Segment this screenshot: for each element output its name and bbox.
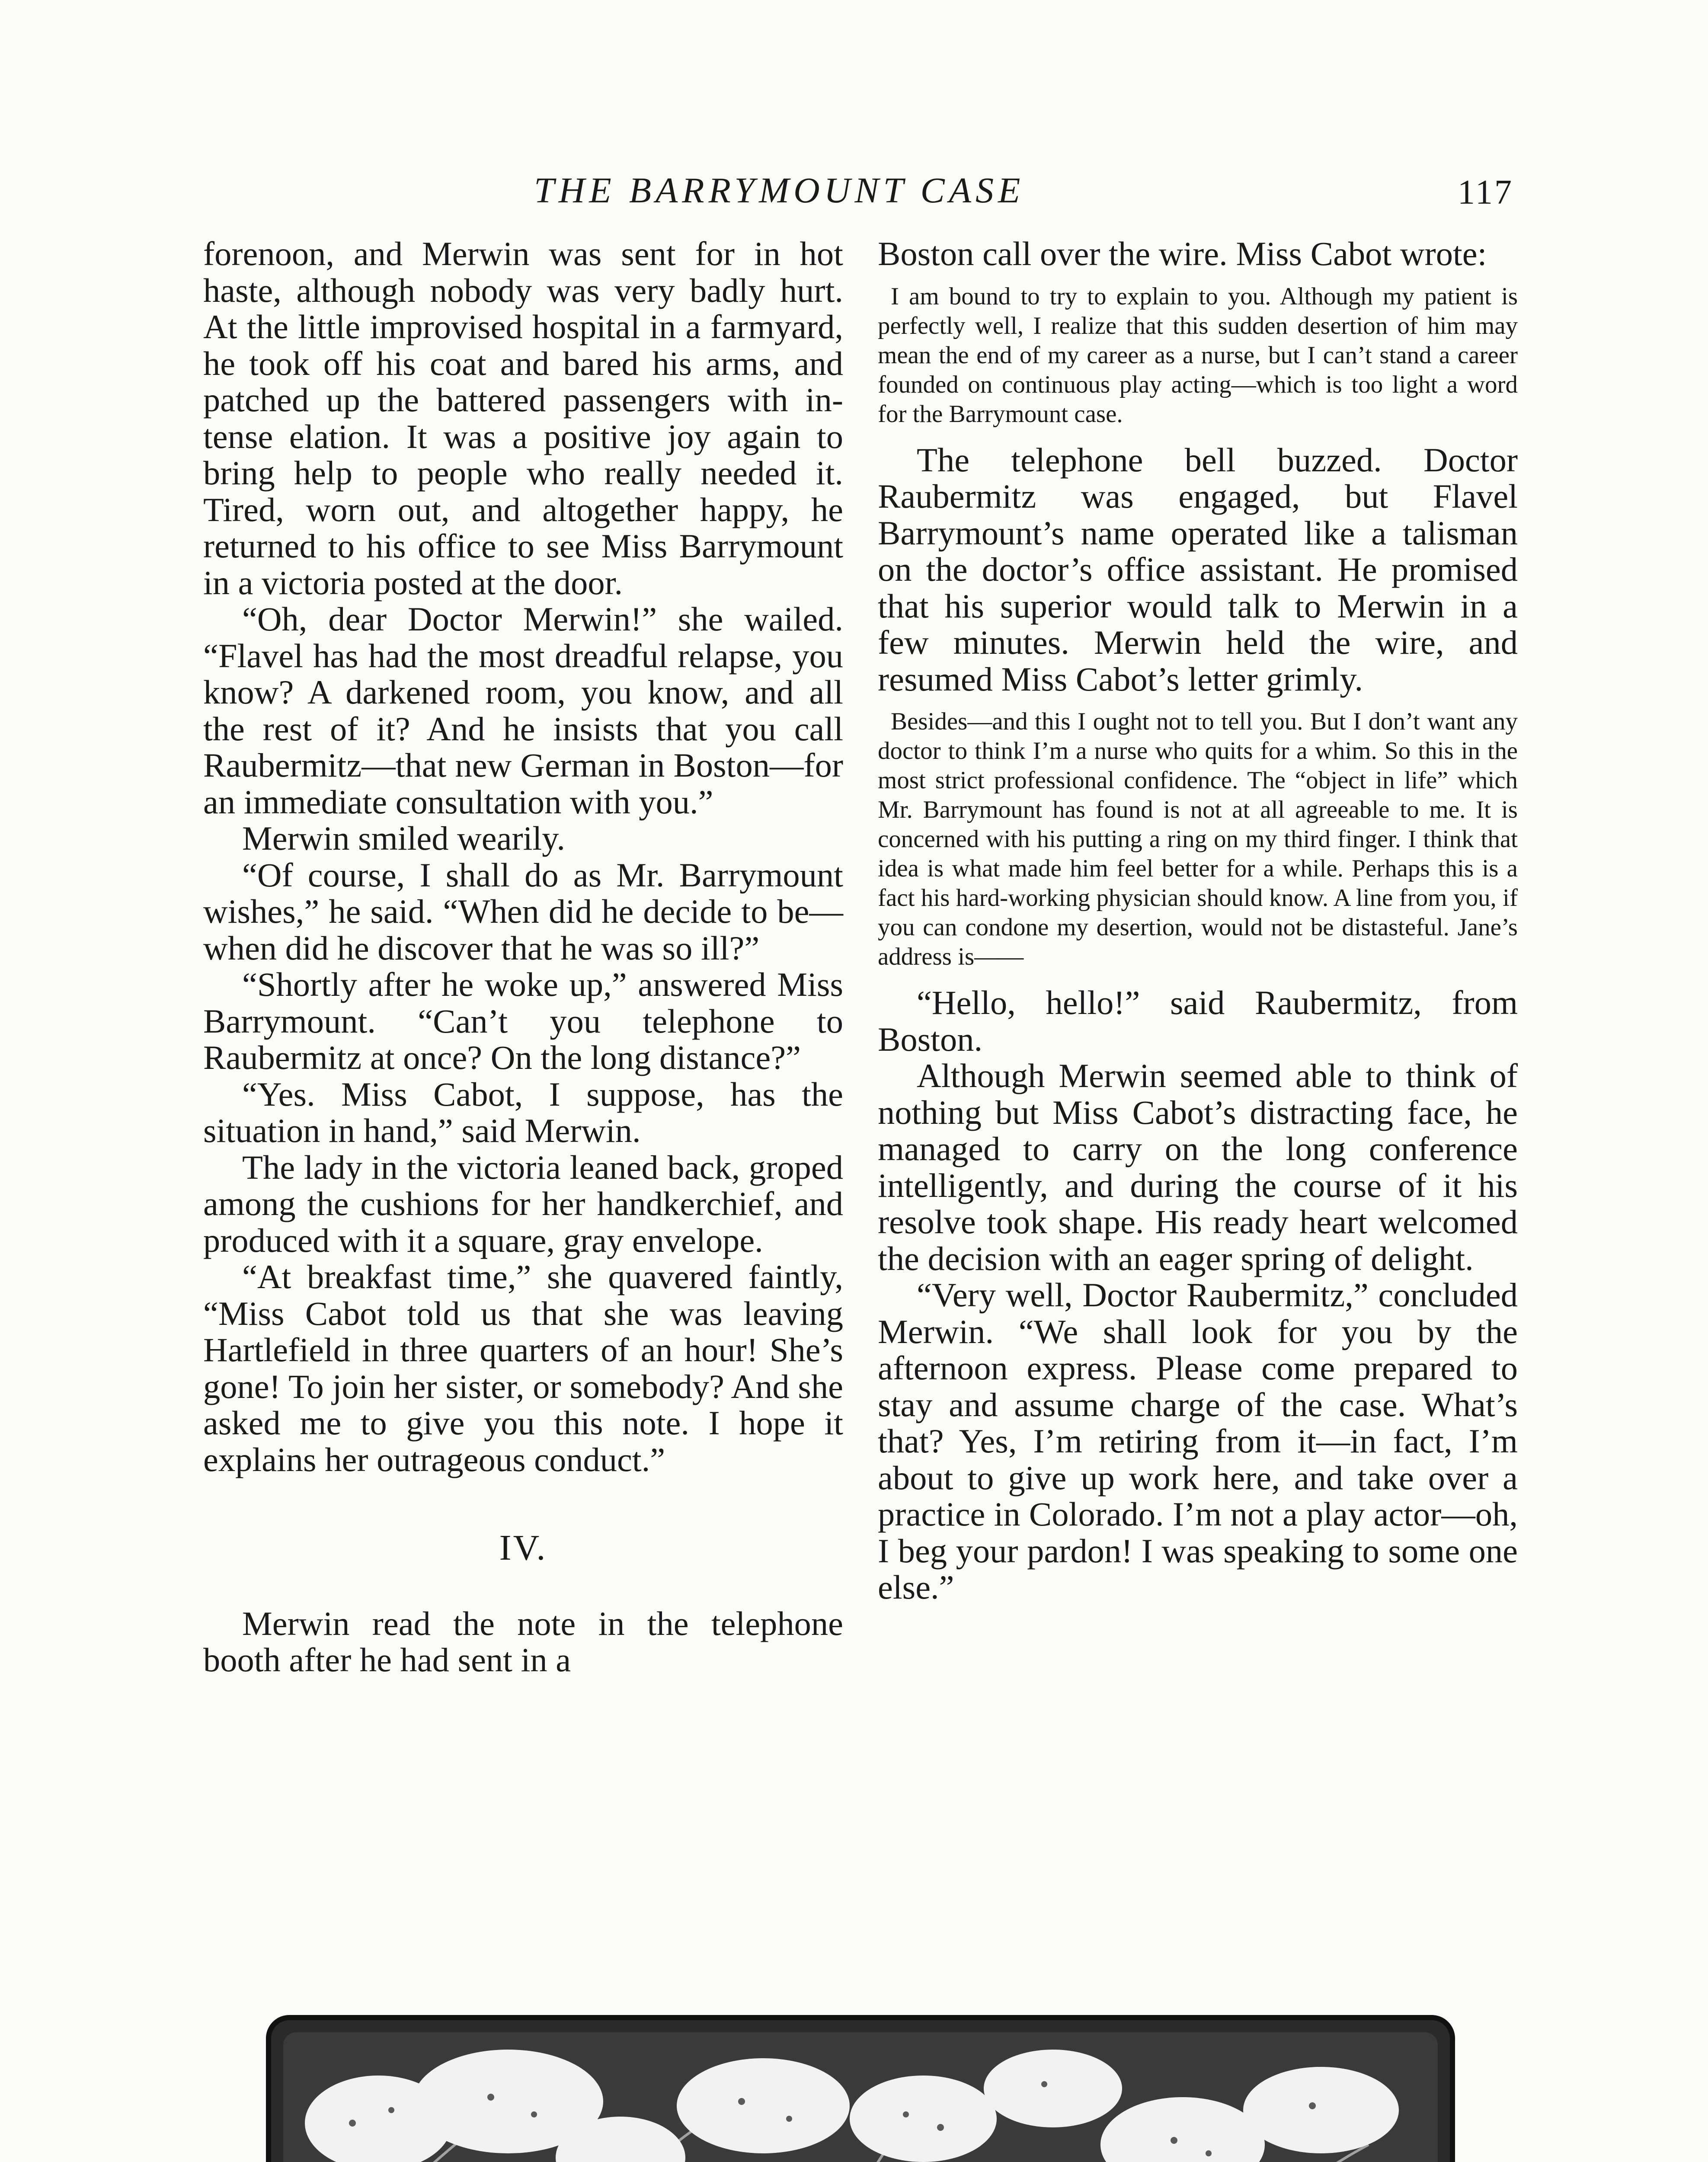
paragraph: The telephone bell buzzed. Doctor Raubermitz was engaged, but Flavel Barrymount’s name operated like a talisman on the doctor’s office assistant. He promised that his superior would talk to Merwin in a few minutes. Merwin held the wire, and resumed Miss Cabot’s letter grimly.	[878, 441, 1518, 698]
paragraph: The lady in the victoria leaned back, groped among the cushions for her handkerchief, and produced with it a square, gray envelope.	[203, 1148, 843, 1259]
paragraph: Although Merwin seemed able to think of nothing but Miss Cabot’s distracting face, he managed to carry on the long conference intelligently, and during the course of it his resolve took shape. His ready heart welcomed the decision with an eager spring of delight.	[878, 1057, 1518, 1277]
section-heading: IV.	[499, 1528, 547, 1568]
right-column	[878, 236, 1518, 1606]
paragraph: “Of course, I shall do as Mr. Barrymount wishes,” he said. “When did he decide to be—when did he discover that he was so ill?”	[203, 856, 843, 967]
paragraph: Boston call over the wire. Miss Cabot wrote:	[878, 235, 1487, 272]
paragraph: “Hello, hello!” said Raubermitz, from Boston.	[878, 984, 1518, 1058]
flower-illustration	[266, 2015, 1455, 2162]
paragraph: “At breakfast time,” she quavered faintly, “Miss Cabot told us that she was leaving Hartlefield in three quarters of an hour! She’s gone! To join her sister, or somebody? And she asked me to give you this note. I hope it explains her outrageous conduct.”	[203, 1258, 843, 1478]
paragraph: “Yes. Miss Cabot, I suppose, has the situation in hand,” said Merwin.	[203, 1075, 843, 1149]
paragraph: “Oh, dear Doctor Merwin!” she wailed. “Flavel has had the most dreadful relapse, you know? A darkened room, you know, and all the rest of it? And he insists that you call Raubermitz—that new German in Boston—for an immediate consultation with you.”	[203, 600, 843, 821]
letter-excerpt: I am bound to try to explain to you. Although my patient is perfectly well, I realize that this sudden desertion of him may mean the end of my career as a nurse, but I can’t stand a career founded on continuous play acting—which is too light a word for the Barrymount case.	[878, 282, 1518, 428]
paragraph: “Shortly after he woke up,” answered Miss Barrymount. “Can’t you telephone to Raubermitz at once? On the long distance?”	[203, 966, 843, 1076]
page-number: 117	[1457, 173, 1513, 211]
letter-excerpt: Besides—and this I ought not to tell you. But I don’t want any doctor to think I’m a nurse who quits for a whim. So this in the most strict professional confidence. The “object in life” which Mr. Barrymount has found is not at all agreeable to me. It is concerned with his putting a ring on my third finger. I think that idea is what made him feel better for a while. Perhaps this is a fact his hard-working physician should know. A line from you, if you can condone my desertion, would not be distasteful. Jane’s address is——	[878, 708, 1518, 970]
paragraph: “Very well, Doctor Raubermitz,” concluded Merwin. “We shall look for you by the afternoon express. Please come prepared to stay and assume charge of the case. What’s that? Yes, I’m retiring from it—in fact, I’m about to give up work here, and take over a practice in Colorado. I’m not a play actor—oh, I beg your pardon! I was speaking to some one else.”	[878, 1276, 1518, 1606]
running-header	[0, 170, 1708, 217]
paragraph: Merwin read the note in the telephone booth after he had sent in a	[203, 1604, 843, 1679]
paragraph: Merwin smiled wearily.	[242, 819, 566, 857]
paragraph: forenoon, and Merwin was sent for in hot haste, although nobody was very badly hurt. At the little improvised hospital in a farmyard, he took off his coat and bared his arms, and patched up the battered passengers with intense elation. It was a positive joy again to bring help to people who really needed it. Tired, worn out, and altogether happy, he returned to his office to see Miss Barrymount in a victoria posted at the door.	[203, 235, 843, 601]
running-title: THE BARRYMOUNT CASE	[534, 170, 1025, 211]
left-column	[203, 236, 843, 1679]
